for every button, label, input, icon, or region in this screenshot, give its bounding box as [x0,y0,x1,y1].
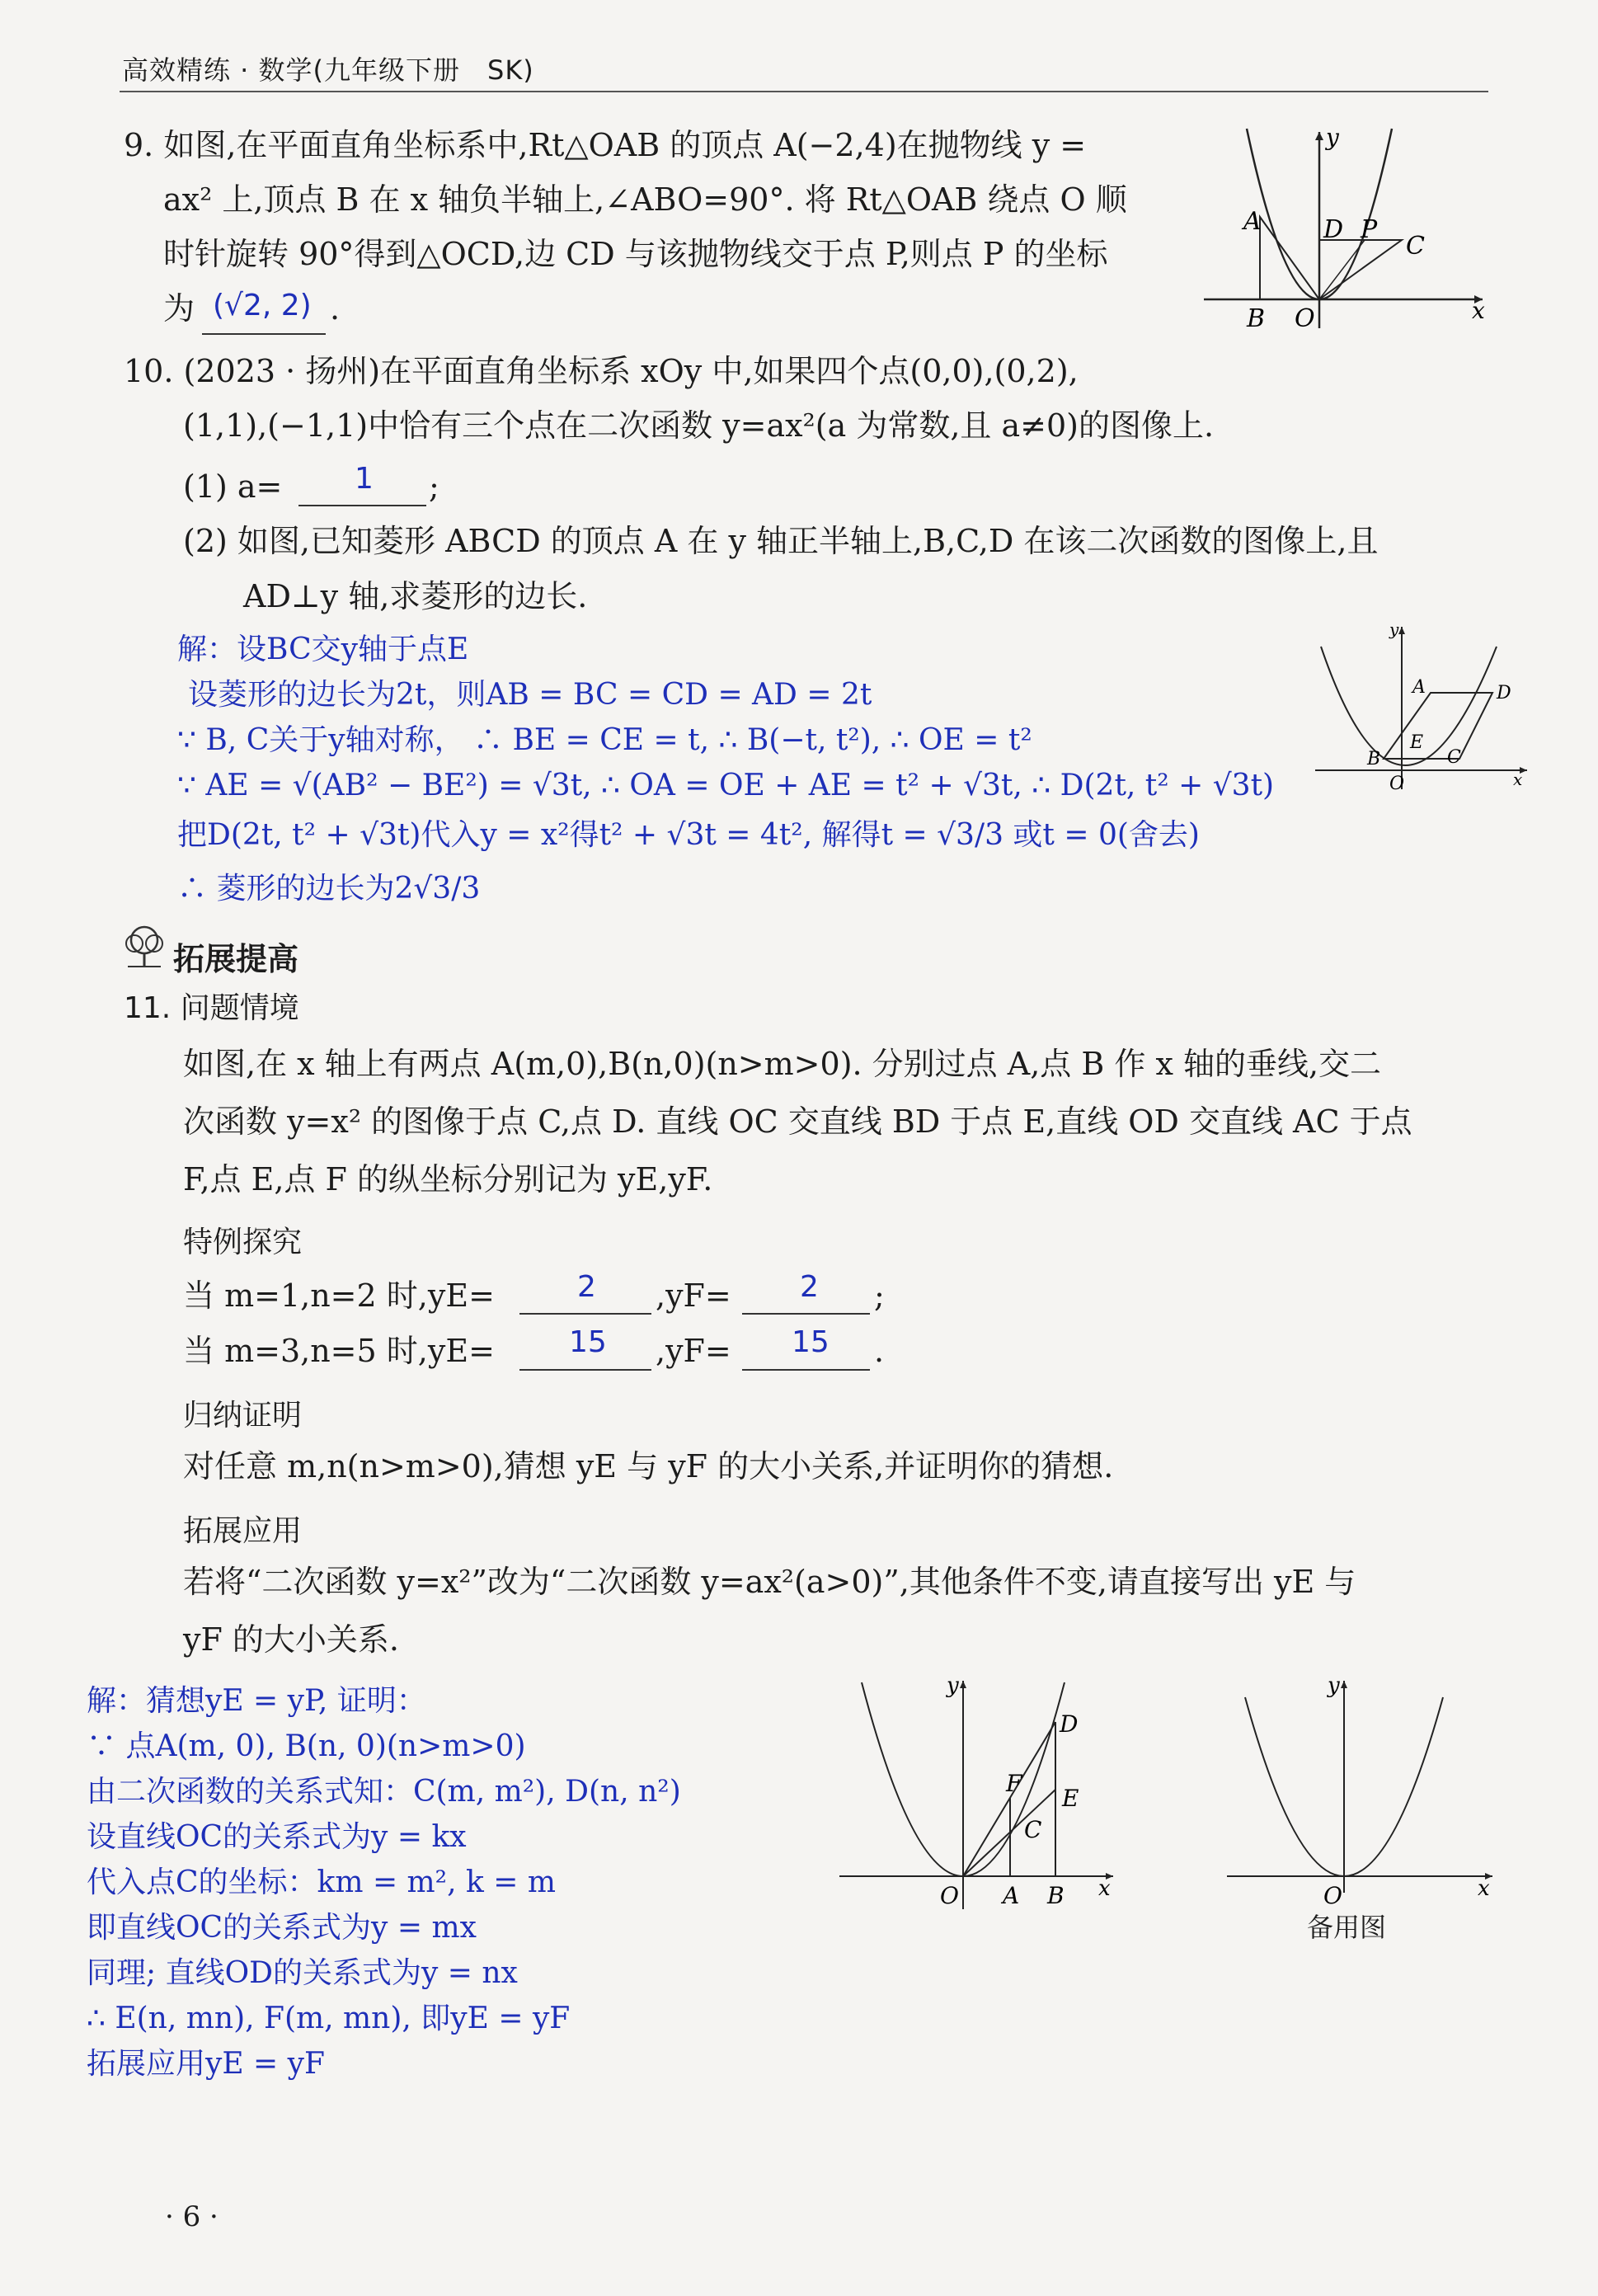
q11-figure-main [833,1674,1130,1922]
q11-s1-yf-blank [742,1313,870,1315]
q10-part1-blank [298,505,426,506]
q11-heading-proof: 归纳证明 [183,1399,303,1433]
q11-figure-backup [1220,1674,1501,1922]
tree-icon [120,924,169,969]
q9-figure [1196,122,1492,336]
q10-part1-answer: 1 [355,462,374,496]
q9-line3: 时针旋转 90°得到△OCD,边 CD 与该抛物线交于点 P,则点 P 的坐标 [163,236,1108,272]
q11-s1-prefix: 当 m=1,n=2 时,yE= [183,1277,495,1314]
q9-line4-prefix: 为 [163,290,195,327]
q11-s2-suffix: . [874,1333,885,1369]
q11-s1-ye-blank [519,1313,651,1315]
q9-triangle-oab [1260,217,1319,299]
q11-solution-line7: 同理; 直线OD的关系式为y = nx [87,1956,518,1990]
q10-solution-line2: 设菱形的边长为2t，则AB = BC = CD = AD = 2t [188,678,872,712]
q10-part2-line2: AD⊥y 轴,求菱形的边长. [243,578,588,614]
q11-fig1-label-b: B [1047,1882,1065,1909]
q11-s2-ye-blank [519,1369,651,1371]
q11-s1-yf: 2 [800,1270,819,1304]
q10-part2-line1: (2) 如图,已知菱形 ABCD 的顶点 A 在 y 轴正半轴上,B,C,D 在该二次函数的图像上,且 [183,523,1379,559]
q11-s2-ye: 15 [569,1325,607,1359]
q11-solution-line3: 由二次函数的关系式知：C(m, m²), D(n, n²) [87,1775,681,1809]
q11-proof-text: 对任意 m,n(n>m>0),猜想 yE 与 yF 的大小关系,并证明你的猜想. [183,1448,1114,1484]
q10-label-a: A [1412,677,1426,698]
q11-s1-ye: 2 [577,1270,596,1304]
q10-solution-line5: 把D(2t, t² + √3t)代入y = x²得t² + √3t = 4t², 解得t = √3/3 或t = 0(舍去) [177,818,1200,852]
q10-solution-line1: 解：设BC交y轴于点E [177,633,469,666]
q9-line4-suffix: . [330,290,341,327]
q11-fig1-label-d: D [1060,1710,1079,1738]
q9-line1: 9. 如图,在平面直角坐标系中,Rt△OAB 的顶点 A(−2,4)在抛物线 y = [124,127,1087,163]
q11-title: 11. 问题情境 [124,991,299,1025]
q10-label-e: E [1410,732,1424,753]
q11-solution-line5: 代入点C的坐标：km = m², k = m [87,1866,557,1899]
q9-label-p: P [1361,215,1378,244]
q9-label-d: D [1323,215,1344,244]
section-title: 拓展提高 [173,941,299,977]
q11-heading-special: 特例探究 [183,1226,303,1259]
q9-segment-op [1319,240,1365,299]
q11-intro-line2: 次函数 y=x² 的图像于点 C,点 D. 直线 OC 交直线 BD 于点 E,直线 OD 交直线 AC 于点 [183,1103,1412,1140]
q11-figure-backup-caption: 备用图 [1307,1912,1387,1943]
q11-fig1-label-c: C [1024,1816,1042,1843]
page-number: · 6 · [165,2200,219,2233]
q10-label-o: O [1389,774,1405,794]
q9-label-y: y [1326,124,1339,151]
q11-fig2-label-o: O [1323,1882,1342,1909]
q11-fig1-label-f: F [1006,1770,1022,1797]
q9-label-x: x [1472,297,1485,324]
q11-s2-prefix: 当 m=3,n=5 时,yE= [183,1333,495,1369]
q11-solution-line1: 解：猜想yE = yP, 证明： [87,1684,426,1718]
q11-fig1-label-o: O [940,1882,959,1909]
page-header: 高效精练 · 数学(九年级下册 SK) [122,54,534,86]
q9-label-o: O [1295,304,1315,333]
q10-line1: 10. (2023 · 扬州)在平面直角坐标系 xOy 中,如果四个点(0,0),(0,2), [124,353,1079,389]
q11-solution-line8: ∴ E(n, mn), F(m, mn), 即yE = yF [87,2002,571,2035]
q11-s2-yf-blank [742,1369,870,1371]
header-divider [120,91,1488,92]
q9-answer-blank [202,333,326,335]
q11-s1-mid: ,yF= [656,1277,731,1314]
q10-label-d: D [1497,683,1511,703]
q11-fig1-label-a: A [1003,1882,1020,1909]
q11-solution-line4: 设直线OC的关系式为y = kx [87,1820,467,1854]
q10-part1-prefix: (1) a= [183,468,283,505]
q11-intro-line1: 如图,在 x 轴上有两点 A(m,0),B(n,0)(n>m>0). 分别过点 A,点 B 作 x 轴的垂线,交二 [183,1046,1382,1082]
q10-solution-line3: ∵ B, C关于y轴对称， ∴ BE = CE = t, ∴ B(−t, t²), ∴ OE = t² [177,723,1032,757]
q11-extension-line2: yF 的大小关系. [183,1621,399,1658]
q9-label-b: B [1247,304,1266,333]
q9-triangle-ocd [1319,240,1402,299]
q11-s2-yf: 15 [792,1325,830,1359]
q11-intro-line3: F,点 E,点 F 的纵坐标分别记为 yE,yF. [183,1161,713,1197]
q10-parabola [1321,647,1497,765]
q11-fig2-label-y: y [1328,1674,1340,1698]
q10-label-x: x [1513,769,1523,789]
q11-fig2-label-x: x [1478,1876,1490,1901]
q11-fig1-label-x: x [1098,1876,1111,1901]
q11-heading-extension: 拓展应用 [183,1514,303,1548]
q10-label-b: B [1367,749,1381,769]
q11-fig1-label-y: y [947,1674,959,1698]
q9-label-c: C [1406,232,1425,261]
q10-label-c: C [1447,747,1461,768]
q10-label-y: y [1389,620,1399,639]
q10-figure [1311,620,1534,802]
q10-part1-suffix: ; [429,468,439,505]
q10-line2: (1,1),(−1,1)中恰有三个点在二次函数 y=ax²(a 为常数,且 a≠0)的图像上. [183,407,1215,444]
q10-solution-line6: ∴ 菱形的边长为2√3/3 [177,872,481,906]
q11-solution-line2: ∵ 点A(m, 0), B(n, 0)(n>m>0) [87,1729,526,1763]
q11-s1-suffix: ; [874,1277,885,1314]
q10-solution-line4: ∵ AE = √(AB² − BE²) = √3t, ∴ OA = OE + AE = t² + √3t, ∴ D(2t, t² + √3t) [177,769,1275,802]
q9-line2: ax² 上,顶点 B 在 x 轴负半轴上,∠ABO=90°. 将 Rt△OAB 绕点 O 顺 [163,181,1127,218]
q11-fig1-label-e: E [1062,1785,1079,1812]
q9-label-a: A [1243,207,1262,236]
q11-solution-line9: 拓展应用yE = yF [87,2047,325,2081]
q11-s2-mid: ,yF= [656,1333,731,1369]
q11-solution-line6: 即直线OC的关系式为y = mx [87,1911,477,1945]
q9-answer: (√2, 2) [213,289,312,322]
q11-extension-line1: 若将“二次函数 y=x²”改为“二次函数 y=ax²(a>0)”,其他条件不变,请直接写出 yE 与 [183,1564,1356,1600]
